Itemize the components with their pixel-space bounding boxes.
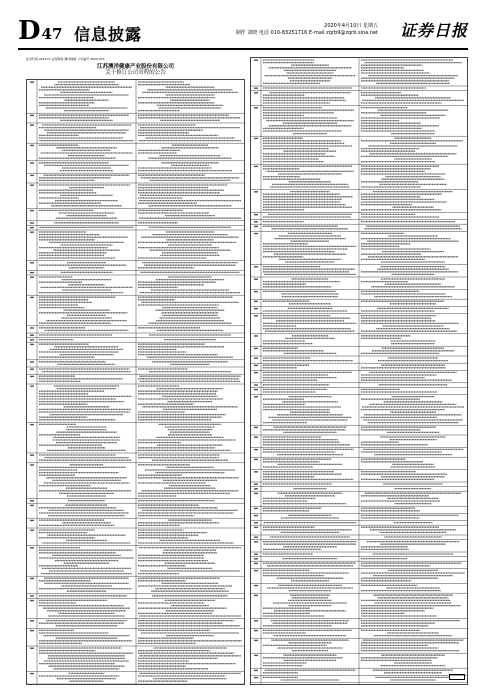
row-number (254, 315, 258, 316)
row-number (254, 358, 258, 359)
announcement-heading (26, 64, 245, 76)
row-number (254, 226, 258, 227)
row-number (30, 145, 34, 146)
row-number (30, 335, 34, 336)
row-number (254, 563, 258, 564)
row-number (254, 515, 258, 516)
row-number (30, 464, 34, 465)
row-number (254, 677, 258, 678)
row-number (254, 620, 258, 621)
row-number (30, 327, 34, 328)
row-number (30, 500, 34, 501)
row-number (254, 221, 258, 222)
row-number (30, 547, 34, 548)
newspaper-logo: 证券日报 (399, 21, 468, 40)
dateline: 2020年4月10日 星期五 (324, 23, 378, 29)
row-number (254, 138, 258, 139)
row-number (254, 655, 258, 656)
row-number (30, 424, 34, 425)
row-number (254, 570, 258, 571)
row-number (30, 277, 34, 278)
row-number (254, 348, 258, 349)
row-number (30, 578, 34, 579)
row-number (254, 233, 258, 234)
page-number: D47 (18, 16, 63, 46)
row-number (30, 595, 34, 596)
row-number (254, 522, 258, 523)
row-number (254, 396, 258, 397)
row-number (30, 339, 34, 340)
page-stamp (449, 674, 465, 680)
row-number (254, 107, 258, 108)
row-number (254, 508, 258, 509)
row-number (254, 88, 258, 89)
right-column (250, 57, 468, 685)
row-number (254, 214, 258, 215)
row-number (254, 670, 258, 671)
row-number (254, 449, 258, 450)
row-number (254, 537, 258, 538)
row-number (254, 595, 258, 596)
masthead (18, 18, 468, 48)
row-number (30, 369, 34, 370)
row-number (254, 166, 258, 167)
announcement-title: 关于修订公司章程的公告 (105, 70, 166, 76)
row-number (30, 210, 34, 211)
row-number (254, 427, 258, 428)
row-number (30, 297, 34, 298)
row-number (254, 191, 258, 192)
row-number (254, 301, 258, 302)
row-number (254, 527, 258, 528)
row-number (30, 505, 34, 506)
row-number (30, 222, 34, 223)
company-name: 江苏澳洋健康产业股份有限公司 (96, 64, 174, 70)
row-number (254, 640, 258, 641)
row-number (254, 459, 258, 460)
row-number (254, 558, 258, 559)
left-column (26, 57, 245, 685)
row-number (30, 530, 34, 531)
row-number (30, 376, 34, 377)
editor-credits: 制作 刘晓 电话 010-83251716 E-mail zqrb9@zqrb.sina.net (235, 30, 378, 36)
amendment-table-left-lines (27, 80, 244, 684)
row-number (30, 600, 34, 601)
header-rule (18, 48, 468, 50)
row-number (254, 308, 258, 309)
row-number (254, 484, 258, 485)
row-number (254, 266, 258, 267)
row-number (254, 365, 258, 366)
row-number (254, 493, 258, 494)
row-number (30, 620, 34, 621)
row-number (254, 541, 258, 542)
row-number (254, 471, 258, 472)
row-number (30, 272, 34, 273)
row-number (30, 232, 34, 233)
row-number (30, 344, 34, 345)
row-number (254, 291, 258, 292)
announcement-meta: 证券代码 002172 证券简称 澳洋健康 公告编号 2020-015 (26, 57, 105, 61)
row-number (30, 185, 34, 186)
row-number (254, 372, 258, 373)
row-number (30, 630, 34, 631)
row-number (254, 437, 258, 438)
amendment-table-right-lines (251, 58, 467, 684)
amendment-table-left (26, 79, 245, 685)
row-number (30, 227, 34, 228)
row-number (30, 361, 34, 362)
row-number (30, 386, 34, 387)
row-number (254, 630, 258, 631)
section-title: 信息披露 (74, 25, 143, 44)
row-number (254, 389, 258, 390)
row-number (254, 554, 258, 555)
row-number (254, 60, 258, 61)
row-number (254, 92, 258, 93)
row-number (30, 162, 34, 163)
row-number (30, 455, 34, 456)
row-number (254, 279, 258, 280)
row-number (30, 125, 34, 126)
row-number (30, 115, 34, 116)
row-number (30, 262, 34, 263)
row-number (30, 673, 34, 674)
row-number (30, 175, 34, 176)
row-number (254, 488, 258, 489)
row-number (30, 648, 34, 649)
row-number (30, 82, 34, 83)
row-number (254, 335, 258, 336)
row-number (254, 585, 258, 586)
row-number (30, 520, 34, 521)
row-number (254, 384, 258, 385)
